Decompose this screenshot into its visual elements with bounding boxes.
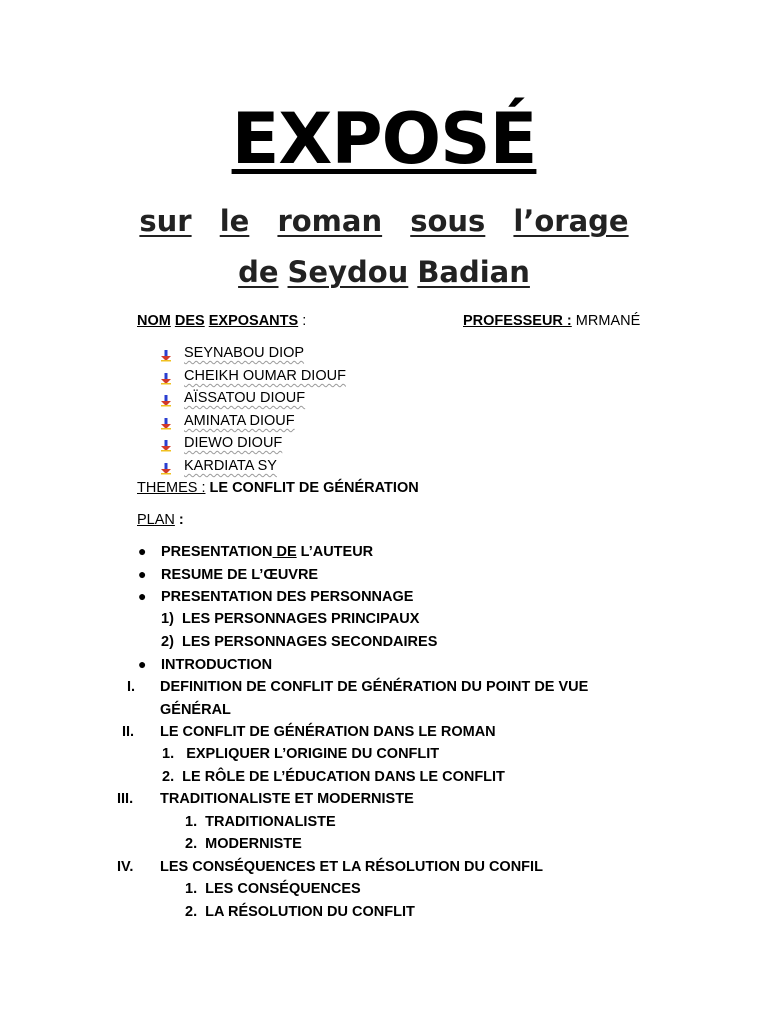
section-heading: DEFINITION DE CONFLIT DE GÉNÉRATION DU POINT DE VUE — [160, 679, 589, 695]
subtitle-word: l’orage — [513, 204, 629, 238]
arrow-bullet-icon — [160, 373, 172, 385]
arrow-bullet-icon — [160, 463, 172, 475]
professor-name: MANÉ — [598, 313, 641, 329]
list-item: INTRODUCTION — [161, 657, 273, 673]
item-text: LES PERSONNAGES SECONDAIRES — [181, 634, 438, 650]
themes-line — [137, 480, 419, 496]
label-exposants: EXPOSANTS — [208, 313, 299, 329]
numbered-item — [161, 611, 419, 627]
item-text: LA RÉSOLUTION DU CONFLIT — [205, 904, 415, 920]
roman-numeral: III. — [117, 791, 134, 807]
label-des: DES — [174, 313, 205, 329]
label-colon: : — [298, 313, 307, 329]
list-item-text: PRESENTATION — [161, 544, 273, 560]
plan-colon: : — [174, 512, 184, 528]
numbered-item — [185, 814, 336, 830]
item-number: 2. — [162, 769, 175, 785]
item-number: 2) — [161, 634, 174, 650]
professor-label: PROFESSEUR : — [463, 313, 572, 329]
item-number: 2. — [185, 836, 198, 852]
item-number: 1. — [185, 814, 198, 830]
numbered-item — [161, 634, 437, 650]
bullet-dot-icon: ● — [138, 543, 147, 559]
numbered-item — [162, 746, 439, 762]
subtitle-word: le — [219, 204, 250, 238]
list-item: SEYNABOU DIOP — [184, 345, 305, 361]
item-text: TRADITIONALISTE — [205, 814, 336, 830]
bullet-dot-icon: ● — [138, 588, 147, 604]
subtitle-word: sous — [410, 204, 486, 238]
subtitle-word: sur — [139, 204, 192, 238]
arrow-bullet-icon — [160, 440, 172, 452]
subtitle-line-1 — [0, 204, 768, 238]
roman-numeral: IV. — [117, 859, 134, 875]
plan-heading — [137, 512, 184, 528]
presenters-heading — [137, 313, 306, 329]
plan-label: PLAN — [137, 512, 175, 528]
label-nom: NOM — [137, 313, 171, 329]
section-heading: TRADITIONALISTE ET MODERNISTE — [160, 791, 414, 807]
arrow-bullet-icon — [160, 350, 172, 362]
subtitle-line-2 — [0, 255, 768, 289]
arrow-bullet-icon — [160, 395, 172, 407]
professor-line — [463, 313, 640, 329]
roman-numeral: I. — [127, 679, 136, 695]
item-text: EXPLIQUER L’ORIGINE DU CONFLIT — [186, 746, 440, 762]
item-text: LE RÔLE DE L’ÉDUCATION DANS LE CONFLIT — [182, 769, 505, 785]
section-heading: LE CONFLIT DE GÉNÉRATION DANS LE ROMAN — [160, 724, 496, 740]
document-title: EXPOSÉ — [231, 98, 537, 180]
item-number: 1. — [162, 746, 175, 762]
list-item: CHEIKH OUMAR DIOUF — [184, 368, 346, 384]
subtitle-word: Seydou — [287, 255, 409, 289]
numbered-item — [185, 836, 302, 852]
numbered-item — [185, 881, 361, 897]
list-item: KARDIATA SY — [184, 458, 277, 474]
section-heading-cont: GÉNÉRAL — [160, 702, 231, 718]
list-item: AÏSSATOU DIOUF — [184, 390, 306, 406]
professor-mr: MR — [575, 313, 599, 329]
item-text: LES CONSÉQUENCES — [205, 881, 361, 897]
themes-value: LE CONFLIT DE GÉNÉRATION — [209, 480, 419, 496]
subtitle-word: roman — [277, 204, 383, 238]
list-item: DIEWO DIOUF — [184, 435, 283, 451]
list-item — [161, 544, 373, 560]
item-text: MODERNISTE — [205, 836, 302, 852]
numbered-item — [162, 769, 505, 785]
bullet-dot-icon: ● — [138, 566, 147, 582]
arrow-bullet-icon — [160, 418, 172, 430]
themes-label: THEMES : — [137, 480, 206, 496]
section-heading: LES CONSÉQUENCES ET LA RÉSOLUTION DU CONFIL — [160, 859, 543, 875]
list-item: AMINATA DIOUF — [184, 413, 295, 429]
list-item: RESUME DE L’ŒUVRE — [161, 567, 319, 583]
list-item-text: DE — [272, 544, 297, 560]
numbered-item — [185, 904, 415, 920]
list-item: PRESENTATION DES PERSONNAGE — [161, 589, 414, 605]
item-number: 1) — [161, 611, 174, 627]
list-item-text: L’AUTEUR — [296, 544, 374, 560]
subtitle-word: Badian — [417, 255, 530, 289]
item-text: LES PERSONNAGES PRINCIPAUX — [181, 611, 420, 627]
bullet-dot-icon: ● — [138, 656, 147, 672]
item-number: 1. — [185, 881, 198, 897]
subtitle-word: de — [238, 255, 279, 289]
item-number: 2. — [185, 904, 198, 920]
roman-numeral: II. — [122, 724, 135, 740]
